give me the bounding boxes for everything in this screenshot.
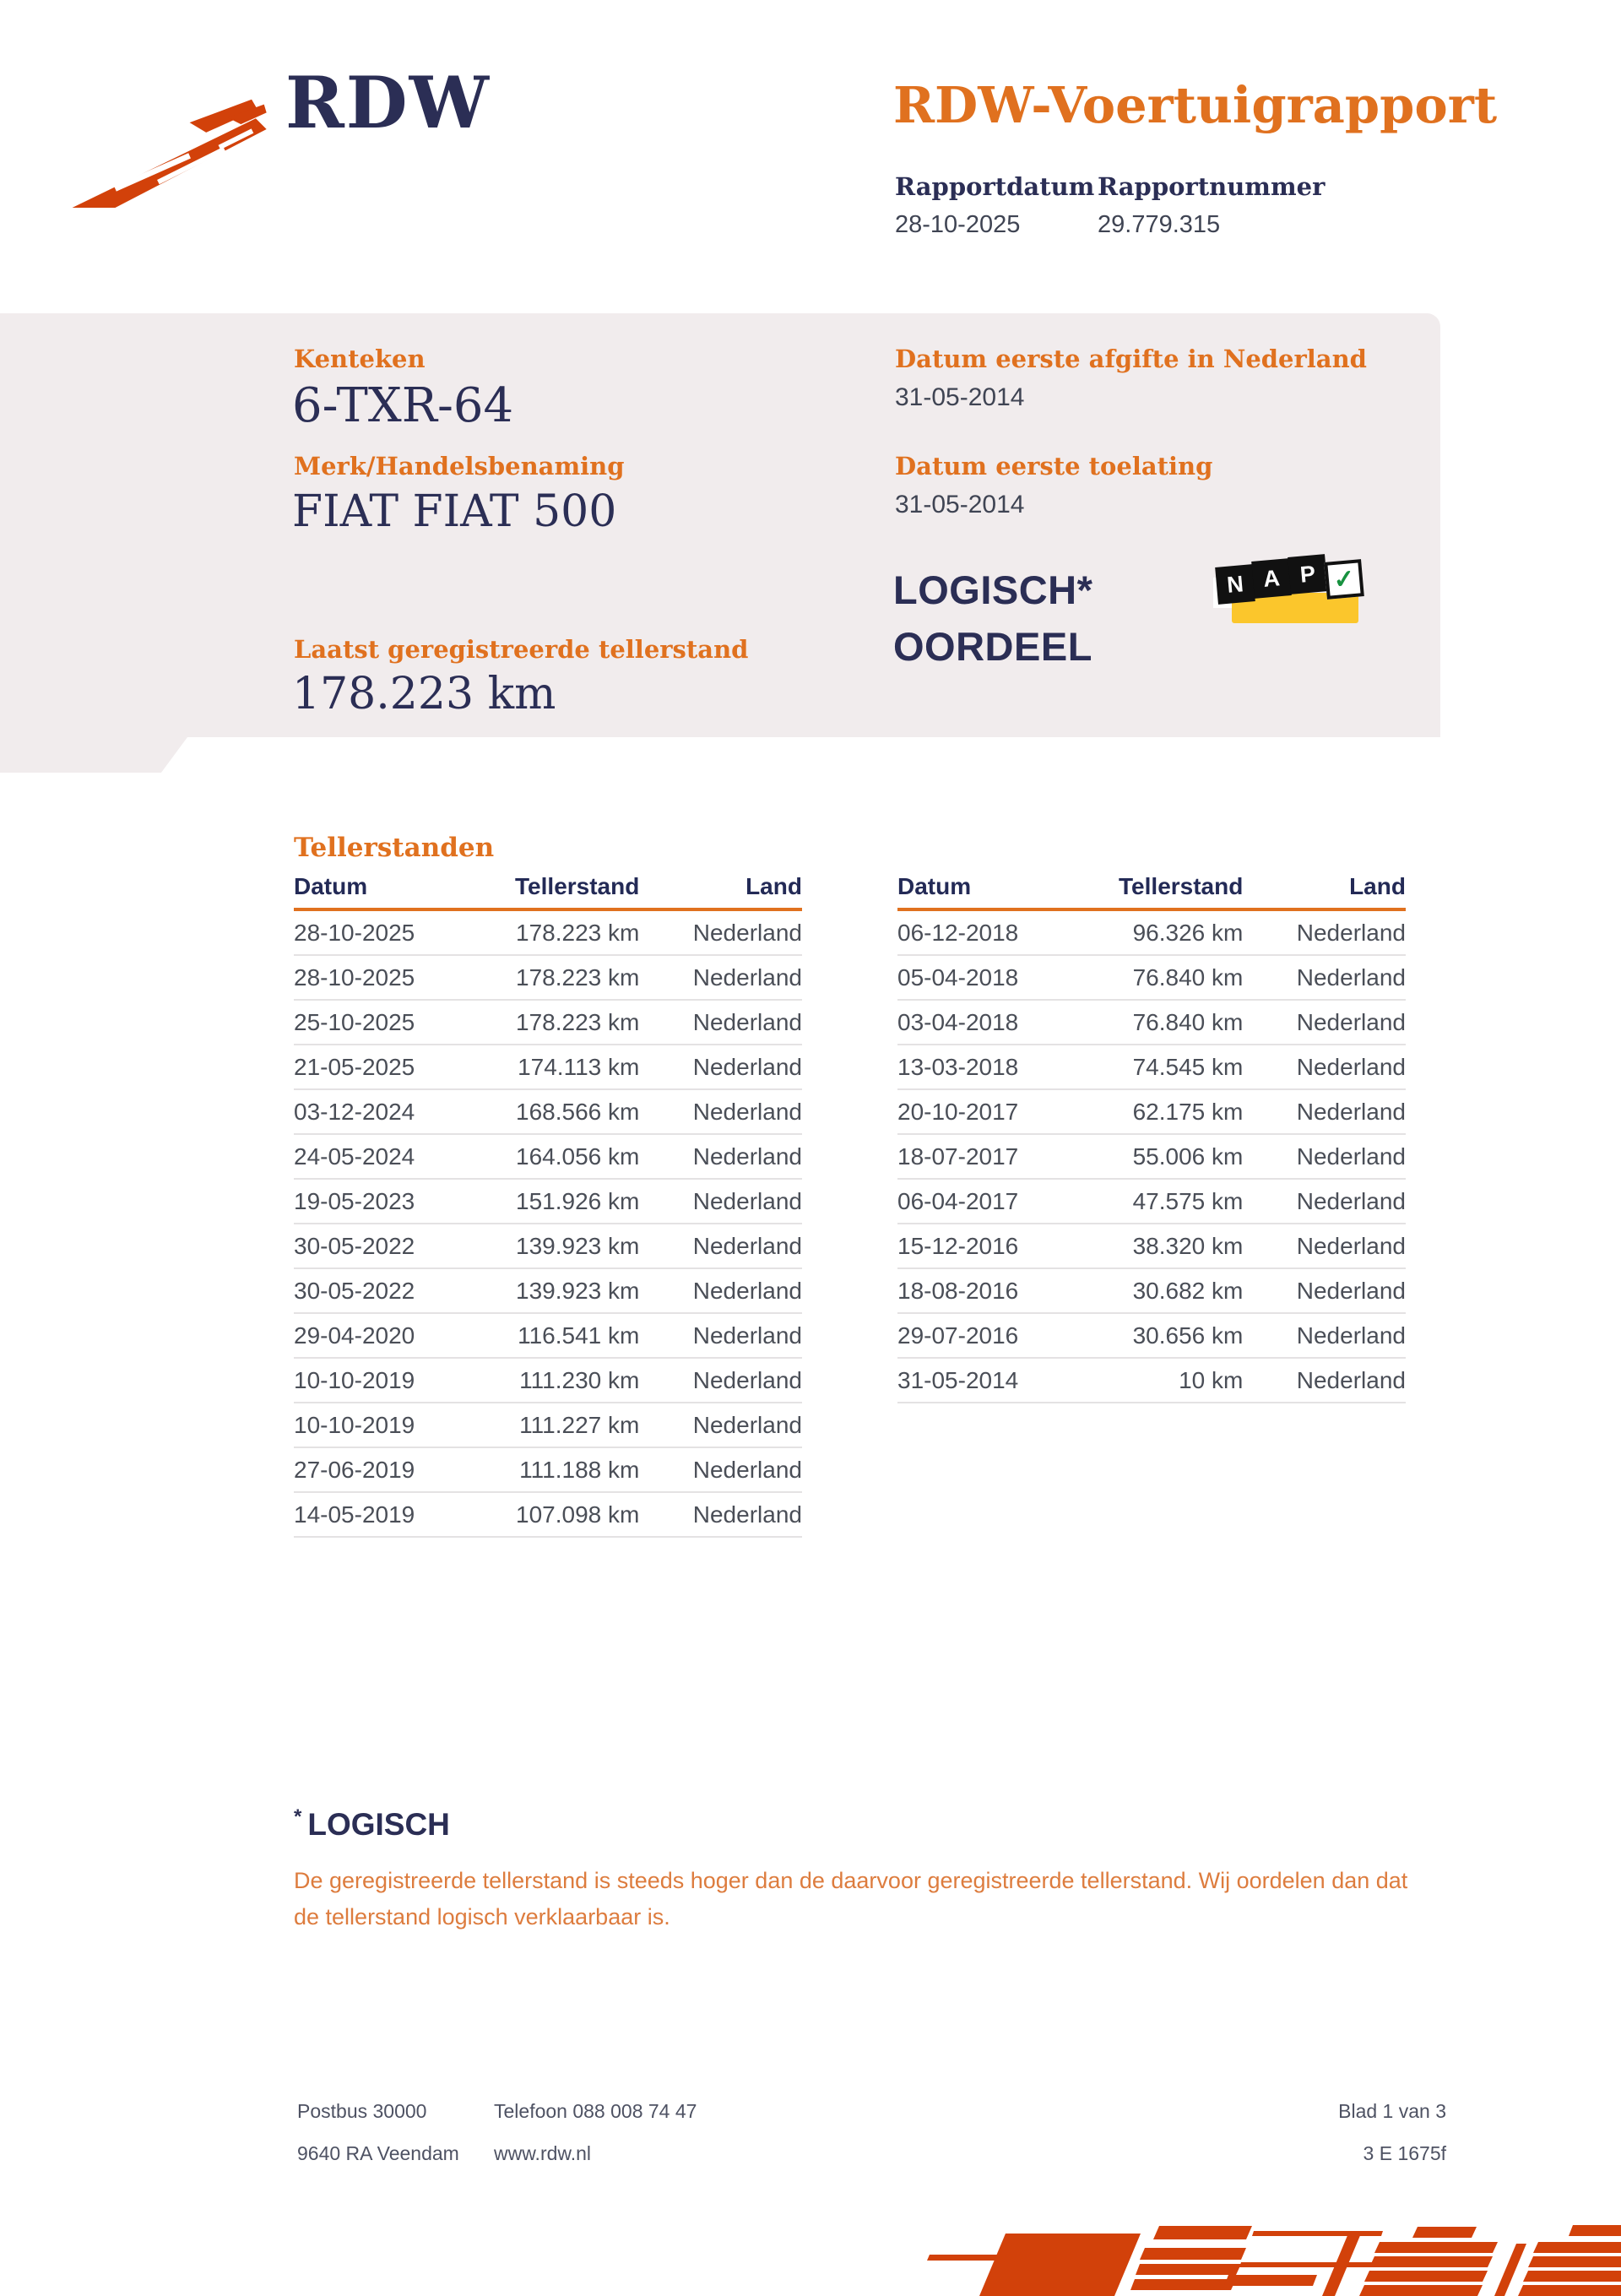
report-number-label: Rapportnummer [1098,172,1326,201]
date-cell: 03-12-2024 [294,1098,415,1125]
table-row [897,1224,1406,1269]
country-cell: Nederland [692,1322,802,1349]
country-cell: Nederland [1296,963,1406,991]
odometer-cell: 111.227 km [519,1411,640,1438]
table-row [897,1180,1406,1224]
date-cell: 30-05-2022 [294,1277,415,1304]
odometer-cell: 76.840 km [1132,963,1244,991]
footer-website: www.rdw.nl [494,2142,592,2164]
date-cell: 06-12-2018 [897,919,1019,946]
country-cell: Nederland [692,1456,802,1483]
odometer-cell: 76.840 km [1132,1008,1244,1035]
asterisk: * [294,1805,302,1828]
date-cell: 19-05-2023 [294,1187,415,1214]
table-row [897,1135,1406,1180]
table-row [294,956,802,1001]
odometer-cell: 30.656 km [1132,1322,1244,1349]
date-cell: 25-10-2025 [294,1008,415,1035]
table-row [294,1493,802,1538]
logisch-heading-text: LOGISCH [307,1807,450,1842]
date-cell: 06-04-2017 [897,1187,1019,1214]
country-cell: Nederland [1296,1098,1406,1125]
column-header-datum: Datum [897,873,972,899]
date-cell: 24-05-2024 [294,1143,415,1170]
report-date-label: Rapportdatum [895,172,1095,201]
date-cell: 10-10-2019 [294,1411,415,1438]
column-header-land: Land [745,873,802,899]
date-cell: 18-07-2017 [897,1143,1019,1170]
odometer-cell: 10 km [1179,1366,1244,1393]
country-cell: Nederland [692,1008,802,1035]
date-cell: 28-10-2025 [294,919,415,946]
country-cell: Nederland [1296,1322,1406,1349]
table-row [897,1314,1406,1359]
odometer-cell: 62.175 km [1132,1098,1244,1125]
merk-label: Merk/Handelsbenaming [294,452,625,480]
nap-letter-p: P [1288,554,1328,594]
odometer-cell: 174.113 km [518,1053,640,1080]
date-cell: 30-05-2022 [294,1232,415,1259]
report-number-value: 29.779.315 [1098,211,1221,238]
table-row [294,1314,802,1359]
tellerstand-label: Laatst geregistreerde tellerstand [294,635,749,664]
odometer-cell: 139.923 km [516,1277,640,1304]
country-cell: Nederland [1296,1008,1406,1035]
country-cell: Nederland [692,1277,802,1304]
footer-postbus: Postbus 30000 [297,2100,427,2122]
table-row [294,1135,802,1180]
table-row [294,1045,802,1090]
nap-checkmark-icon: ✓ [1324,559,1364,600]
odometer-cell: 55.006 km [1132,1143,1244,1170]
kenteken-label: Kenteken [294,345,426,373]
footer-form-code: 3 E 1675f [1363,2142,1446,2164]
column-header-datum: Datum [294,873,368,899]
footer-page-number: Blad 1 van 3 [1338,2100,1446,2122]
afgifte-value: 31-05-2014 [895,383,1025,411]
table-row [294,1001,802,1045]
date-cell: 13-03-2018 [897,1053,1019,1080]
logisch-explanation: De geregistreerde tellerstand is steeds hoger dan de daarvoor geregistreerde tellerstand. Wij oordelen dan dat de tellerstand logisch verklaarbaar is. [294,1868,1408,1930]
table-header [897,873,1406,911]
footer-telefoon: Telefoon 088 008 74 47 [494,2100,697,2122]
page-title: RDW-Voertuigrapport [893,76,1498,134]
tellerstanden-section-title: Tellerstanden [294,833,495,863]
table-row [294,1180,802,1224]
country-cell: Nederland [692,1187,802,1214]
date-cell: 10-10-2019 [294,1366,415,1393]
vehicle-summary-panel [0,313,1440,737]
table-row [294,1403,802,1448]
table-row [294,1269,802,1314]
odometer-cell: 168.566 km [516,1098,640,1125]
odometer-cell: 30.682 km [1132,1277,1244,1304]
nap-letter-a: A [1251,558,1292,599]
date-cell: 27-06-2019 [294,1456,415,1483]
country-cell: Nederland [692,1232,802,1259]
country-cell: Nederland [692,1501,802,1528]
logisch-heading [294,1805,450,1843]
column-header-tellerstand: Tellerstand [515,873,640,899]
odometer-cell: 178.223 km [516,1008,640,1035]
toelating-value: 31-05-2014 [895,491,1025,518]
date-cell: 28-10-2025 [294,963,415,991]
kenteken-value: 6-TXR-64 [292,378,514,433]
table-row [897,956,1406,1001]
country-cell: Nederland [1296,919,1406,946]
country-cell: Nederland [692,919,802,946]
table-row [294,1448,802,1493]
odometer-table-right [897,873,1406,1403]
country-cell: Nederland [1296,1053,1406,1080]
odometer-cell: 38.320 km [1132,1232,1244,1259]
odometer-cell: 178.223 km [516,919,640,946]
odometer-cell: 107.098 km [516,1501,640,1528]
toelating-label: Datum eerste toelating [895,452,1213,480]
country-cell: Nederland [692,1143,802,1170]
date-cell: 18-08-2016 [897,1277,1019,1304]
panel-corner-tab [0,737,187,773]
odometer-cell: 151.926 km [516,1187,640,1214]
nap-letter-n: N [1215,564,1255,605]
table-header [294,873,802,911]
odometer-cell: 178.223 km [516,963,640,991]
date-cell: 05-04-2018 [897,963,1019,991]
country-cell: Nederland [692,1411,802,1438]
odometer-cell: 164.056 km [516,1143,640,1170]
table-row [897,1269,1406,1314]
country-cell: Nederland [692,963,802,991]
oordeel-verdict [893,562,1092,675]
date-cell: 03-04-2018 [897,1008,1019,1035]
date-cell: 31-05-2014 [897,1366,1019,1393]
odometer-cell: 111.230 km [519,1366,640,1393]
country-cell: Nederland [1296,1143,1406,1170]
afgifte-label: Datum eerste afgifte in Nederland [895,345,1367,373]
date-cell: 20-10-2017 [897,1098,1019,1125]
table-row [294,911,802,956]
column-header-tellerstand: Tellerstand [1119,873,1244,899]
odometer-cell: 139.923 km [516,1232,640,1259]
country-cell: Nederland [692,1366,802,1393]
merk-value: FIAT FIAT 500 [292,486,617,537]
footer-plaats: 9640 RA Veendam [297,2142,459,2164]
odometer-table-left [294,873,802,1538]
table-row [294,1224,802,1269]
odometer-cell: 96.326 km [1132,919,1244,946]
date-cell: 21-05-2025 [294,1053,415,1080]
table-row [897,1090,1406,1135]
table-row [897,1045,1406,1090]
country-cell: Nederland [1296,1366,1406,1393]
odometer-cell: 116.541 km [518,1322,640,1349]
nap-logo [1213,556,1374,633]
table-row [897,1001,1406,1045]
table-row [294,1359,802,1403]
country-cell: Nederland [1296,1232,1406,1259]
oordeel-line2: OORDEEL [893,623,1092,669]
country-cell: Nederland [1296,1277,1406,1304]
odometer-cell: 74.545 km [1132,1053,1244,1080]
column-header-land: Land [1349,873,1406,899]
table-row [897,911,1406,956]
rdw-logo-text: RDW [285,61,491,144]
oordeel-line1: LOGISCH* [893,567,1093,612]
date-cell: 29-04-2020 [294,1322,415,1349]
odometer-cell: 111.188 km [519,1456,640,1483]
date-cell: 29-07-2016 [897,1322,1019,1349]
rdw-wing-logo-icon [64,90,282,209]
country-cell: Nederland [692,1053,802,1080]
table-row [897,1359,1406,1403]
country-cell: Nederland [692,1098,802,1125]
bottom-wing-graphic [927,2162,1621,2296]
odometer-cell: 47.575 km [1132,1187,1244,1214]
tellerstand-value: 178.223 km [292,669,556,719]
country-cell: Nederland [1296,1187,1406,1214]
date-cell: 14-05-2019 [294,1501,415,1528]
table-row [294,1090,802,1135]
report-date-value: 28-10-2025 [895,211,1021,238]
date-cell: 15-12-2016 [897,1232,1019,1259]
